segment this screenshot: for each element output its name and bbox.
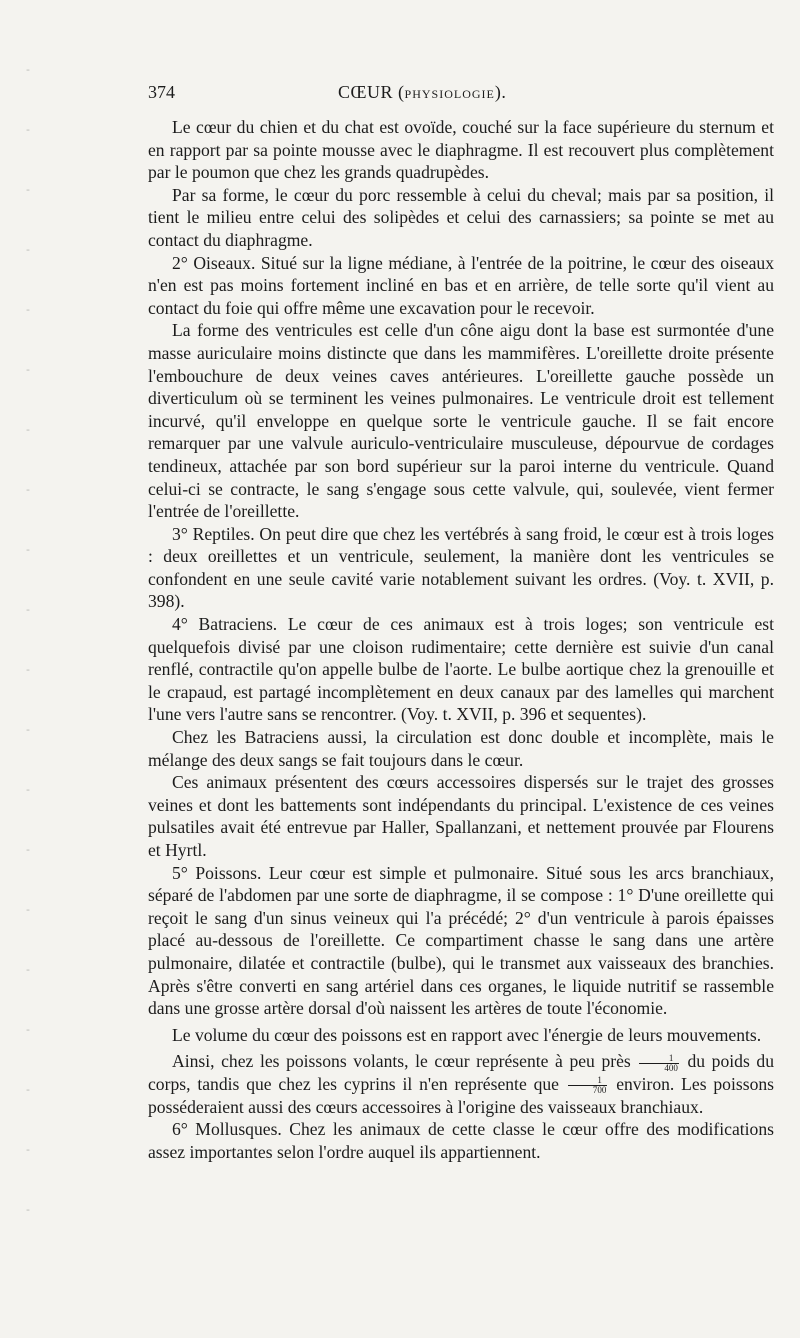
paragraph-11-part-b: du poids du corps, tandis que chez les cyprins il n'en représente que [148, 1051, 774, 1094]
paragraph-7: Chez les Batraciens aussi, la circulation est donc double et incomplète, mais le mélange des deux sangs se fait toujours dans le cœur. [148, 727, 774, 770]
paragraph-reptiles: 3° Reptiles. On peut dire que chez les vertébrés à sang froid, le cœur est à trois loges : deux oreillettes et un ventricule, seulement, la manière dont les ventricules se confondent en une seule cavité varie notablement suivant les ordres. (Voy. t. XVII, p. 398). [148, 523, 774, 612]
paragraph-batraciens: 4° Batraciens. Le cœur de ces animaux est à trois loges; son ventricule est quelquefois divisé par une cloison rudimentaire; cette dernière est suivie d'un canal renflé, contractile qu'on appelle bulbe de l'aorte. Le bulbe aortique chez la grenouille et le crapaud, est partagé incomplètement en deux canaux par des lamelles qui marchent l'une vers l'autre sans se rencontrer. (Voy. t. XVII, p. 396 et sequentes). [148, 614, 774, 725]
paragraph-11-part-c: environ. Les poissons posséderaient aussi des cœurs accessoires à l'origine des vaisseaux branchiaux. [148, 1073, 775, 1117]
body-text [148, 116, 774, 1163]
fraction-2-denominator: 700 [592, 1085, 607, 1096]
margin-scan-marks: - - - - - - - - - - - - - - - - - - - - [26, 63, 30, 1216]
paragraph-1: Le cœur du chien et du chat est ovoïde, couché sur la face supérieure du sternum et en rapport par sa pointe mousse avec le diaphragme. Il est recouvert plus complètement par le poumon que chez les grands quadrupèdes. [148, 117, 774, 183]
paragraph-11-part-a: Ainsi, chez les poissons volants, le cœur représente à peu près [172, 1051, 631, 1072]
running-title-main: CŒUR ( [338, 82, 405, 102]
paragraph-4: La forme des ventricules est celle d'un cône aigu dont la base est surmontée d'une masse auriculaire moins distincte que dans les mammifères. L'oreillette droite présente l'embouchure de deux veines caves antérieures. L'oreillette gauche possède un diverticulum où se terminent les veines pulmonaires. Le ventricule droit est tellement incurvé, qu'il enveloppe en quelque sorte le ventricule gauche. Il se fait encore remarquer par une valvule auriculo-ventriculaire musculeuse, dépourvue de cordages tendineux, attachée par son bord supérieur sur la paroi interne du ventricule. Quand celui-ci se contracte, le sang s'engage sous cette valvule, qui, soulevée, vient fermer l'entrée de l'oreillette. [148, 320, 774, 522]
fraction-1-numerator: 1 [639, 1054, 679, 1064]
fraction-1-denominator: 400 [664, 1062, 678, 1073]
page-number: 374 [148, 82, 175, 102]
fraction-2-numerator: 1 [568, 1076, 608, 1086]
fraction-one-seven-hundredth [568, 1076, 608, 1095]
paragraph-oiseaux: 2° Oiseaux. Situé sur la ligne médiane, à l'entrée de la poitrine, le cœur des oiseaux n'en est pas moins fortement incliné en bas et en arrière, de telle sorte qu'il vient au contact du foie qui offre même une excavation pour le recevoir. [148, 252, 774, 318]
paragraph-mollusques: 6° Mollusques. Chez les animaux de cette classe le cœur offre des modifications assez importantes selon l'ordre auquel ils appartiennent. [148, 1119, 774, 1162]
paragraph-10: Le volume du cœur des poissons est en rapport avec l'énergie de leurs mouvements. [172, 1024, 762, 1045]
paragraph-8: Ces animaux présentent des cœurs accessoires dispersés sur le trajet des grosses veines et dont les battements sont indépendants du principal. L'existence de ces veines pulsatiles avait été entrevue par Haller, Spallanzani, et nettement prouvée par Flourens et Hyrtl. [148, 772, 774, 860]
paragraph-2: Par sa forme, le cœur du porc ressemble à celui du cheval; mais par sa position, il tient le milieu entre celui des solipèdes et celui des carnassiers; sa pointe se met au contact du diaphragme. [148, 184, 774, 250]
running-title-small-caps: PHYSIOLOGIE [404, 87, 495, 101]
fraction-one-four-hundredth [639, 1054, 679, 1073]
paragraph-poissons: 5° Poissons. Leur cœur est simple et pulmonaire. Situé sous les arcs branchiaux, séparé de l'abdomen par une sorte de diaphragme, il se compose : 1° D'une oreillette qui reçoit le sang d'un sinus veineux qui l'a précédé; 2° d'un ventricule à parois épaisses placé au-dessous de l'oreillette. Ce compartiment chasse le sang dans une artère pulmonaire, dilatée et contractile (bulbe), qui le transmet aux vaisseaux des branchies. Après s'être converti en sang artériel dans ces organes, le liquide nutritif se rassemble dans une grosse artère dorsal d'où naissent les artères de toute l'économie. [148, 862, 774, 1019]
running-header [148, 82, 774, 116]
book-page [148, 82, 774, 1163]
paragraph-11 [148, 1050, 774, 1118]
running-title-close: ). [494, 82, 507, 102]
running-title [338, 82, 506, 103]
